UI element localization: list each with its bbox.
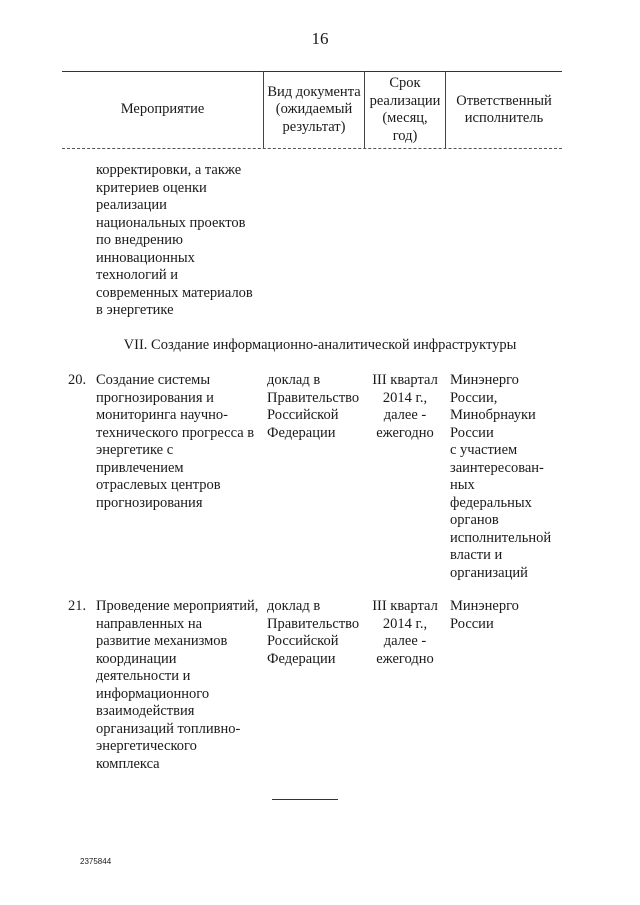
row-20-event: Создание системы прогнозирования и мониторинга научно- технического прогресса в энергетике с привлечением отраслевых центров прогнозирования [96,372,255,511]
row-20-responsible: Минэнерго России, Минобрнауки России с участием заинтересован- ных федеральных органов исполнительной власти и организаций [450,372,552,581]
header-doc-type: Вид документа (ожидаемый результат) [267,83,361,135]
continued-event-text: корректировки, а также критериев оценки реализации национальных проектов по внедрению инновационных технологий и современных материалов в энергетике [96,162,253,318]
table-header-rule [62,148,562,149]
row-20-doc: доклад в Правительство Российской Федерации [267,372,360,441]
row-21-event: Проведение мероприятий, направленных на развитие механизмов координации деятельности и информационного взаимодействия организаций топливно- энергетического комплекса [96,598,259,772]
row-21-responsible: Минэнерго России [450,598,519,632]
closing-rule [272,799,338,800]
header-event: Мероприятие [120,101,205,118]
row-20-number: 20. [68,372,87,388]
header-term: Срок реализации (месяц, год) [369,75,441,144]
row-20-term: III квартал 2014 г., далее - ежегодно [372,372,438,441]
header-responsible: Ответственный исполнитель [456,92,552,126]
section-title: VII. Создание информационно-аналитической инфраструктуры [123,337,517,353]
row-21-term: III квартал 2014 г., далее - ежегодно [372,598,438,667]
row-21-number: 21. [68,598,87,614]
row-21-doc: доклад в Правительство Российской Федерации [267,598,360,667]
document-id: 2375844 [80,857,112,866]
page-number: 16 [311,29,329,48]
